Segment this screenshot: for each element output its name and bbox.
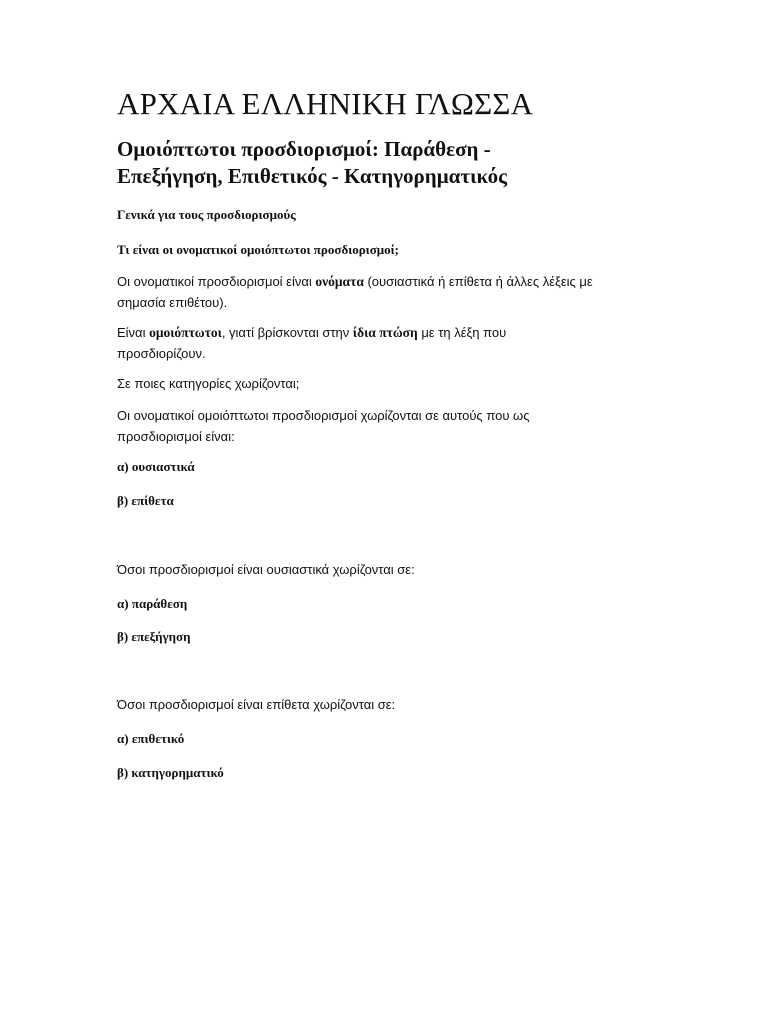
paragraph-homoptotic [117,322,667,364]
paragraph-categories-line-2: προσδιορισμοί είναι: [117,429,235,444]
document-subtitle [117,136,507,190]
subtitle-line-1: Ομοιόπτωτοι προσδιορισμοί: Παράθεση - [117,137,491,161]
document-title: ΑΡΧΑΙΑ ΕΛΛΗΝΙΚΗ ΓΛΩΣΣΑ [117,86,534,121]
paragraph-definition-line-1 [117,271,667,292]
paragraph-categories [117,405,667,447]
list-item: β) επεξήγηση [117,629,191,644]
list-item: α) ουσιαστικά [117,459,195,474]
paragraph-categories-question: Σε ποιες κατηγορίες χωρίζονται; [117,376,300,391]
paragraph-categories-line-1: Οι ονοματικοί ομοιόπτωτοι προσδιορισμοί χωρίζονται σε αυτούς που ως [117,408,530,423]
text-run: , γιατί βρίσκονται στην [221,325,353,340]
question-heading: Τι είναι οι ονοματικοί ομοιόπτωτοι προσδιορισμοί; [117,242,400,257]
text-run: Είναι [117,325,150,340]
list-item: α) παράθεση [117,596,188,611]
text-run: Οι ονοματικοί προσδιορισμοί είναι [117,274,316,289]
text-run: με τη λέξη που [417,325,507,340]
paragraph-homoptotic-line-2: προσδιορίζουν. [117,346,206,361]
paragraph-homoptotic-line-1 [117,322,667,343]
list-item: β) επίθετα [117,493,174,508]
bold-term-onomata: ονόματα [315,274,364,289]
bold-term-idia-ptosi: ίδια πτώση [352,325,418,340]
bold-term-omoioptotoi: ομοιόπτωτοι [149,325,222,340]
list-item: β) κατηγορηματικό [117,765,224,780]
list-item: α) επιθετικό [117,731,185,746]
paragraph-definition-line-2: σημασία επιθέτου). [117,295,228,310]
section-heading: Γενικά για τους προσδιορισμούς [117,207,296,222]
paragraph-nouns: Όσοι προσδιορισμοί είναι ουσιαστικά χωρίζονται σε: [117,562,415,577]
text-run: (ουσιαστικά ή επίθετα ή άλλες λέξεις με [363,274,593,289]
paragraph-definition [117,271,667,313]
subtitle-line-2: Επεξήγηση, Επιθετικός - Κατηγορηματικός [117,164,507,188]
paragraph-adjectives: Όσοι προσδιορισμοί είναι επίθετα χωρίζονται σε: [117,697,396,712]
